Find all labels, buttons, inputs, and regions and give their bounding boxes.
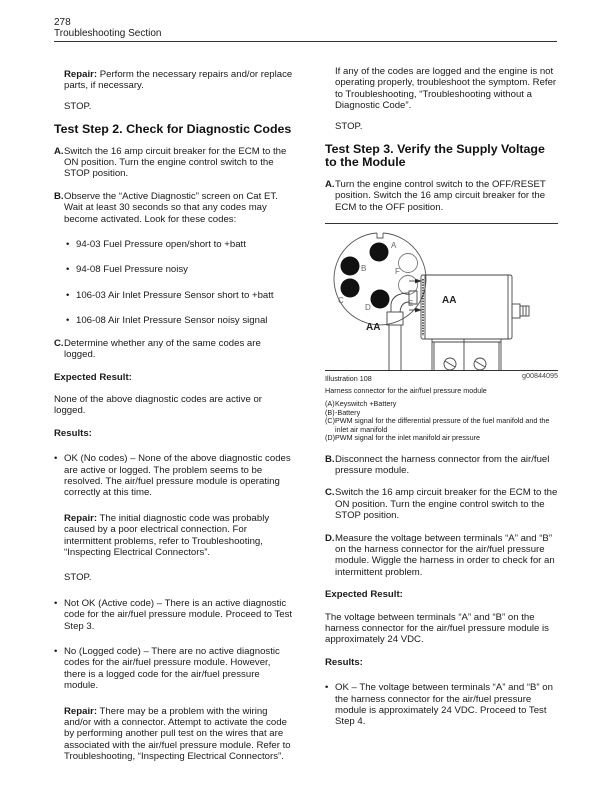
code-item [54,315,294,326]
page-number: 278 [54,17,71,28]
step3-b [325,454,558,477]
graphic-id: g00844095 [522,371,558,381]
legend-key: (A) [325,399,335,409]
legend-text: Keyswitch +Battery [335,399,397,409]
result-not-ok [54,598,294,632]
result-ok [325,682,558,728]
step-letter: B. [325,453,335,465]
legend-text: -Battery [335,407,361,417]
step3-a [325,179,558,213]
stop-text: STOP. [64,100,92,112]
step-letter: D. [325,532,335,544]
step2-c [54,338,294,361]
pin-f [399,254,418,273]
header-rule [54,41,557,42]
pin-label: A [391,241,397,251]
module-body [387,275,529,370]
step3-d [325,533,558,579]
logged-repair-paragraph [54,706,294,763]
step2-a [54,146,294,180]
results-heading: Results: [325,656,363,668]
step-letter: C. [325,487,335,499]
code-text: 94-08 Fuel Pressure noisy [76,264,188,276]
step-text: Observe the “Active Diagnostic” screen on Cat ET. Wait at least 30 seconds so that any codes may become activated. Look for these codes: [64,190,278,225]
step-text: Disconnect the harness connector from the air/fuel pressure module. [335,453,550,476]
code-text: 106-03 Air Inlet Pressure Sensor short to +batt [76,289,274,301]
page-header [54,17,557,42]
logged-continued-text: If any of the codes are logged and the engine is not operating properly, troubleshoot the symptom. Refer to Troubleshooting, “Troubleshooting without a Diagnostic Code”. [335,66,557,112]
legend-item [325,434,558,442]
pin-e [399,276,418,295]
result-label: No (Logged code) [64,646,141,657]
result-text: – The voltage between terminals “A” and “B” on the harness connector for the air/fuel pressure module is approximately 24 VDC. Proceed to Test Step 4. [335,682,553,728]
expected-result-heading: Expected Result: [54,371,132,383]
caption-row [325,371,558,384]
bullet-icon: • [54,597,58,609]
illustration-108 [325,223,558,370]
step3-c [325,487,558,521]
result-logged [54,646,294,692]
legend-text: PWM signal for the inlet manifold air pressure [335,433,481,443]
stop-text: STOP. [64,572,92,584]
bullet-icon: • [66,264,70,276]
repair-label: Repair: [64,69,98,80]
code-text: 106-08 Air Inlet Pressure Sensor noisy signal [76,315,268,327]
illustration-title: Harness connector for the air/fuel pressure module [325,386,487,396]
step3-heading: Test Step 3. Verify the Supply Voltage to the Module [325,142,545,170]
step-text: Switch the 16 amp circuit breaker for the ECM to the ON position. Turn the engine control switch to the STOP position. [335,487,558,522]
pin-label: E [408,299,414,309]
step-letter: B. [54,190,64,202]
result-label: OK [335,682,349,694]
step-text: Measure the voltage between terminals “A” and “B” on the harness connector for the air/fuel pressure module. Wiggle the harness in order to check for an intermittent problem. [335,532,555,578]
pin-b [341,257,360,276]
code-item [54,290,294,301]
step-letter: A. [325,178,335,190]
expected-result-text: None of the above diagnostic codes are active or logged. [54,393,262,417]
legend-key: (C) [325,416,335,426]
left-column [54,69,294,763]
repair-text: Perform the necessary repairs and/or replace parts, if necessary. [64,69,293,92]
step-text: Determine whether any of the same codes are logged. [64,337,261,361]
repair-text: The initial diagnostic code was probably caused by a poor electrical connection. For intermittent problems, refer to Troubleshooting, “Inspecting Electrical Connectors”. [64,512,270,558]
legend-text: PWM signal for the differential pressure of the fuel manifold and the inlet air manifold [335,416,550,434]
illustration-label: Illustration 108 [325,374,372,384]
pin-a [370,243,389,262]
bullet-icon: • [54,453,58,465]
bullet-icon: • [54,646,58,657]
results-heading: Results: [54,427,92,439]
illustration-legend [325,400,558,442]
legend-item [325,417,558,434]
step-letter: A. [54,145,64,157]
bullet-icon: • [66,239,70,251]
repair-label: Repair: [64,512,98,524]
code-text: 94-03 Fuel Pressure open/short to +batt [76,239,246,251]
harness-connector-illustration [325,224,558,370]
expected-result-text: The voltage between terminals “A” and “B” on the harness connector for the air/fuel pressure module is approximately 24 VDC. [325,611,549,646]
section-title: Troubleshooting Section [54,28,162,39]
pin-label: C [338,296,344,306]
step-text: Turn the engine control switch to the OFF/RESET position. Switch the 16 amp circuit breaker for the ECM to the OFF position. [335,178,546,213]
expected-result-heading: Expected Result: [325,589,403,601]
bullet-icon: • [66,315,70,327]
bullet-icon: • [66,289,70,301]
step2-b [54,191,294,225]
ok-repair-paragraph [54,513,294,559]
result-label: OK (No codes) [64,453,128,465]
repair-label: Repair: [64,705,98,717]
right-column [325,66,558,728]
legend-key: (B) [325,407,335,417]
repair-text: There may be a problem with the wiring and/or with a connector. Attempt to activate the code by performing another pull test on the wires that are associated with the air/fuel pressure module. Refer to Troubleshooting, “Inspecting Electrical Connectors”. [64,705,291,763]
callout-aa: AA [366,322,381,334]
bullet-icon: • [325,682,329,694]
connector-face [334,233,426,333]
step-letter: C. [54,337,64,349]
stop-text: STOP. [335,120,363,132]
pin-label: B [361,264,367,274]
code-item [54,264,294,275]
result-text: – None of the above diagnostic codes are active or logged. The problem seems to be resolved. The air/fuel pressure module is operating correctly at this time. [64,453,291,499]
repair-paragraph [54,69,294,92]
code-item [54,239,294,250]
result-ok [54,453,294,499]
step2-heading: Test Step 2. Check for Diagnostic Codes [54,122,292,137]
result-text: – There are no active diagnostic codes for the air/fuel pressure module. However, there is a logged code for the air/fuel pressure module. [64,646,280,692]
result-label: Not OK (Active code) [64,597,155,609]
pin-d [371,290,390,309]
pin-label: D [365,303,371,313]
callout-aa: AA [442,295,457,307]
step-text: Switch the 16 amp circuit breaker for the ECM to the ON position. Turn the engine control switch to the STOP position. [64,145,287,180]
pin-c [341,279,360,298]
result-text: – There is an active diagnostic code for the air/fuel pressure module. Proceed to Test Step 3. [64,597,293,632]
legend-key: (D) [325,433,335,443]
pin-label: F [395,267,400,277]
